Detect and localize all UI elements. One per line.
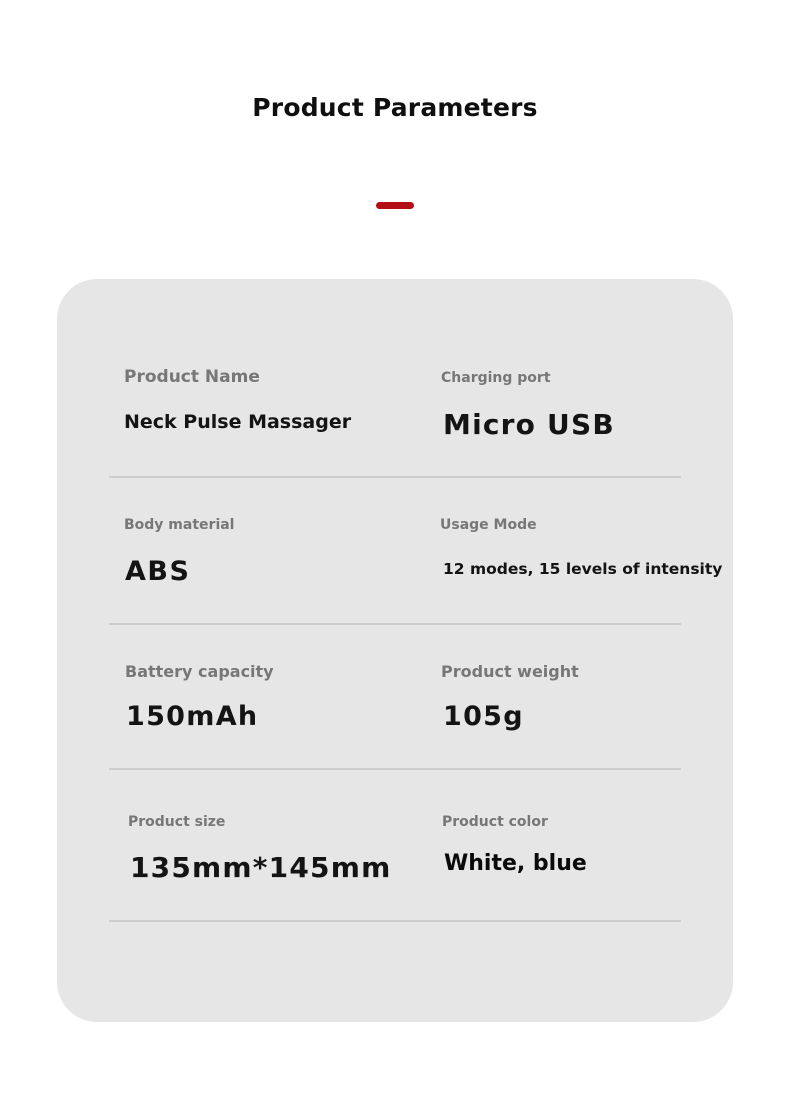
page-title: Product Parameters <box>252 93 538 122</box>
battery-capacity-label: Battery capacity <box>125 662 274 681</box>
product-size-value: 135mm*145mm <box>130 851 392 884</box>
product-size-label: Product size <box>128 814 226 830</box>
parameters-card <box>57 279 733 1022</box>
body-material-label: Body material <box>124 517 235 533</box>
usage-mode-label: Usage Mode <box>440 517 537 533</box>
row-divider-1 <box>109 476 681 478</box>
usage-mode-value: 12 modes, 15 levels of intensity <box>443 560 723 578</box>
product-weight-value: 105g <box>443 701 524 732</box>
product-name-value: Neck Pulse Massager <box>124 411 352 433</box>
charging-port-label: Charging port <box>441 370 551 386</box>
product-color-label: Product color <box>442 814 548 830</box>
row-divider-2 <box>109 623 681 625</box>
row-divider-4 <box>109 920 681 922</box>
body-material-value: ABS <box>125 556 191 587</box>
product-name-label: Product Name <box>124 367 260 387</box>
product-color-value: White, blue <box>444 851 587 876</box>
battery-capacity-value: 150mAh <box>126 701 259 732</box>
product-weight-label: Product weight <box>441 662 579 681</box>
title-accent-bar <box>376 202 414 209</box>
charging-port-value: Micro USB <box>443 408 615 441</box>
row-divider-3 <box>109 768 681 770</box>
